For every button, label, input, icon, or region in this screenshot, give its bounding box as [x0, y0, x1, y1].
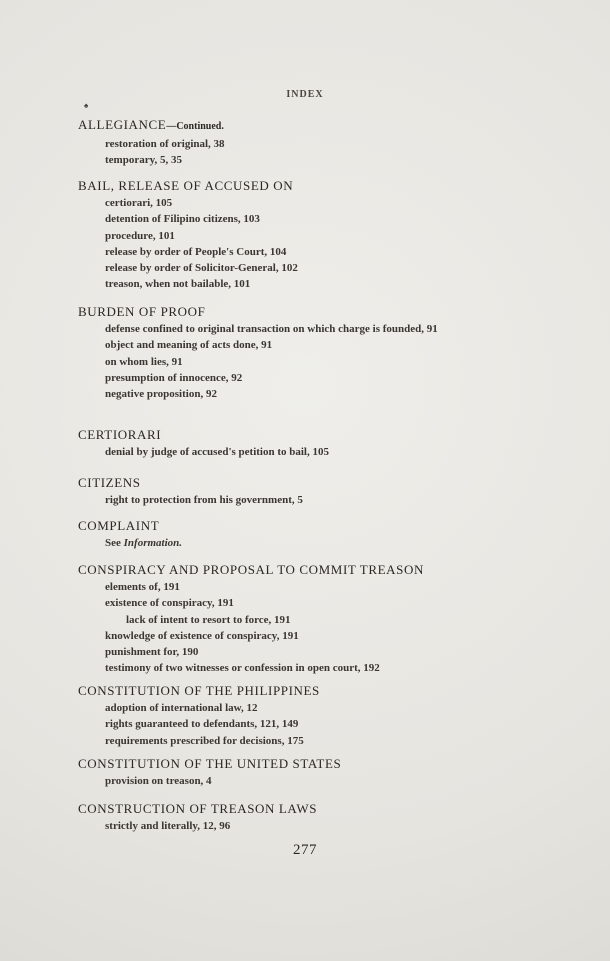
- subentry: lack of intent to resort to force, 191: [126, 613, 291, 626]
- entry-heading: [78, 116, 548, 136]
- see-target-link: Information.: [123, 537, 183, 549]
- subentry: certiorari, 105: [105, 197, 173, 209]
- subentry: object and meaning of acts done, 91: [105, 339, 273, 352]
- index-entry-bail: [78, 177, 548, 293]
- page-number: 277: [293, 842, 317, 858]
- subentry: testimony of two witnesses or confession in open court, 192: [105, 662, 380, 675]
- index-entry-citizens: [78, 474, 548, 508]
- entry-heading: BURDEN OF PROOF: [78, 304, 206, 319]
- bullet-mark-icon: ♠: [84, 101, 89, 110]
- entry-heading: BAIL, RELEASE OF ACCUSED ON: [78, 178, 294, 193]
- heading-text: ALLEGIANCE: [78, 117, 167, 132]
- entry-heading: CONSTITUTION OF THE UNITED STATES: [78, 756, 342, 771]
- subentry: defense confined to original transaction on which charge is founded, 91: [105, 323, 438, 335]
- index-entry-certiorari: [78, 426, 548, 460]
- subentry: release by order of People's Court, 104: [105, 245, 287, 258]
- subentry: treason, when not bailable, 101: [105, 278, 251, 291]
- subentry: presumption of innocence, 92: [105, 371, 243, 384]
- subentry: adoption of international law, 12: [105, 702, 258, 714]
- subentry: on whom lies, 91: [105, 355, 183, 368]
- subentry: restoration of original, 38: [105, 138, 225, 150]
- see-prefix: See: [105, 537, 124, 549]
- subentry: strictly and literally, 12, 96: [105, 820, 231, 832]
- see-reference: [105, 535, 548, 551]
- entry-heading: CITIZENS: [78, 475, 141, 490]
- subentry: rights guaranteed to defendants, 121, 149: [105, 718, 299, 731]
- entry-heading: CONSPIRACY AND PROPOSAL TO COMMIT TREASON: [78, 562, 424, 577]
- subentry: detention of Filipino citizens, 103: [105, 213, 260, 226]
- subentry: requirements prescribed for decisions, 175: [105, 734, 304, 747]
- index-entry-complaint: [78, 517, 548, 551]
- index-entry-conspiracy: [78, 561, 548, 677]
- index-entry-constitution-us: [78, 755, 548, 789]
- index-entry-constitution-philippines: [78, 682, 548, 749]
- subentry: procedure, 101: [105, 229, 175, 242]
- subentry: existence of conspiracy, 191: [105, 597, 234, 610]
- subentry: temporary, 5, 35: [105, 154, 182, 167]
- index-entry-burden-of-proof: [78, 303, 548, 402]
- entry-heading: CERTIORARI: [78, 427, 162, 442]
- continued-note: —Continued.: [166, 121, 224, 132]
- subentry: elements of, 191: [105, 581, 180, 593]
- subentry: right to protection from his government, 5: [105, 494, 303, 506]
- subentry: negative proposition, 92: [105, 388, 217, 401]
- entry-heading: COMPLAINT: [78, 518, 160, 533]
- running-header: INDEX: [286, 89, 324, 100]
- subentry: denial by judge of accused's petition to bail, 105: [105, 446, 329, 458]
- entry-heading: CONSTITUTION OF THE PHILIPPINES: [78, 683, 320, 698]
- entry-heading: CONSTRUCTION OF TREASON LAWS: [78, 801, 318, 816]
- index-entry-construction-treason-laws: [78, 800, 548, 834]
- subentry: punishment for, 190: [105, 646, 199, 659]
- index-entry-allegiance: [78, 116, 548, 169]
- subentry: release by order of Solicitor-General, 102: [105, 262, 298, 275]
- subentry: provision on treason, 4: [105, 775, 212, 787]
- subentry: knowledge of existence of conspiracy, 191: [105, 629, 299, 642]
